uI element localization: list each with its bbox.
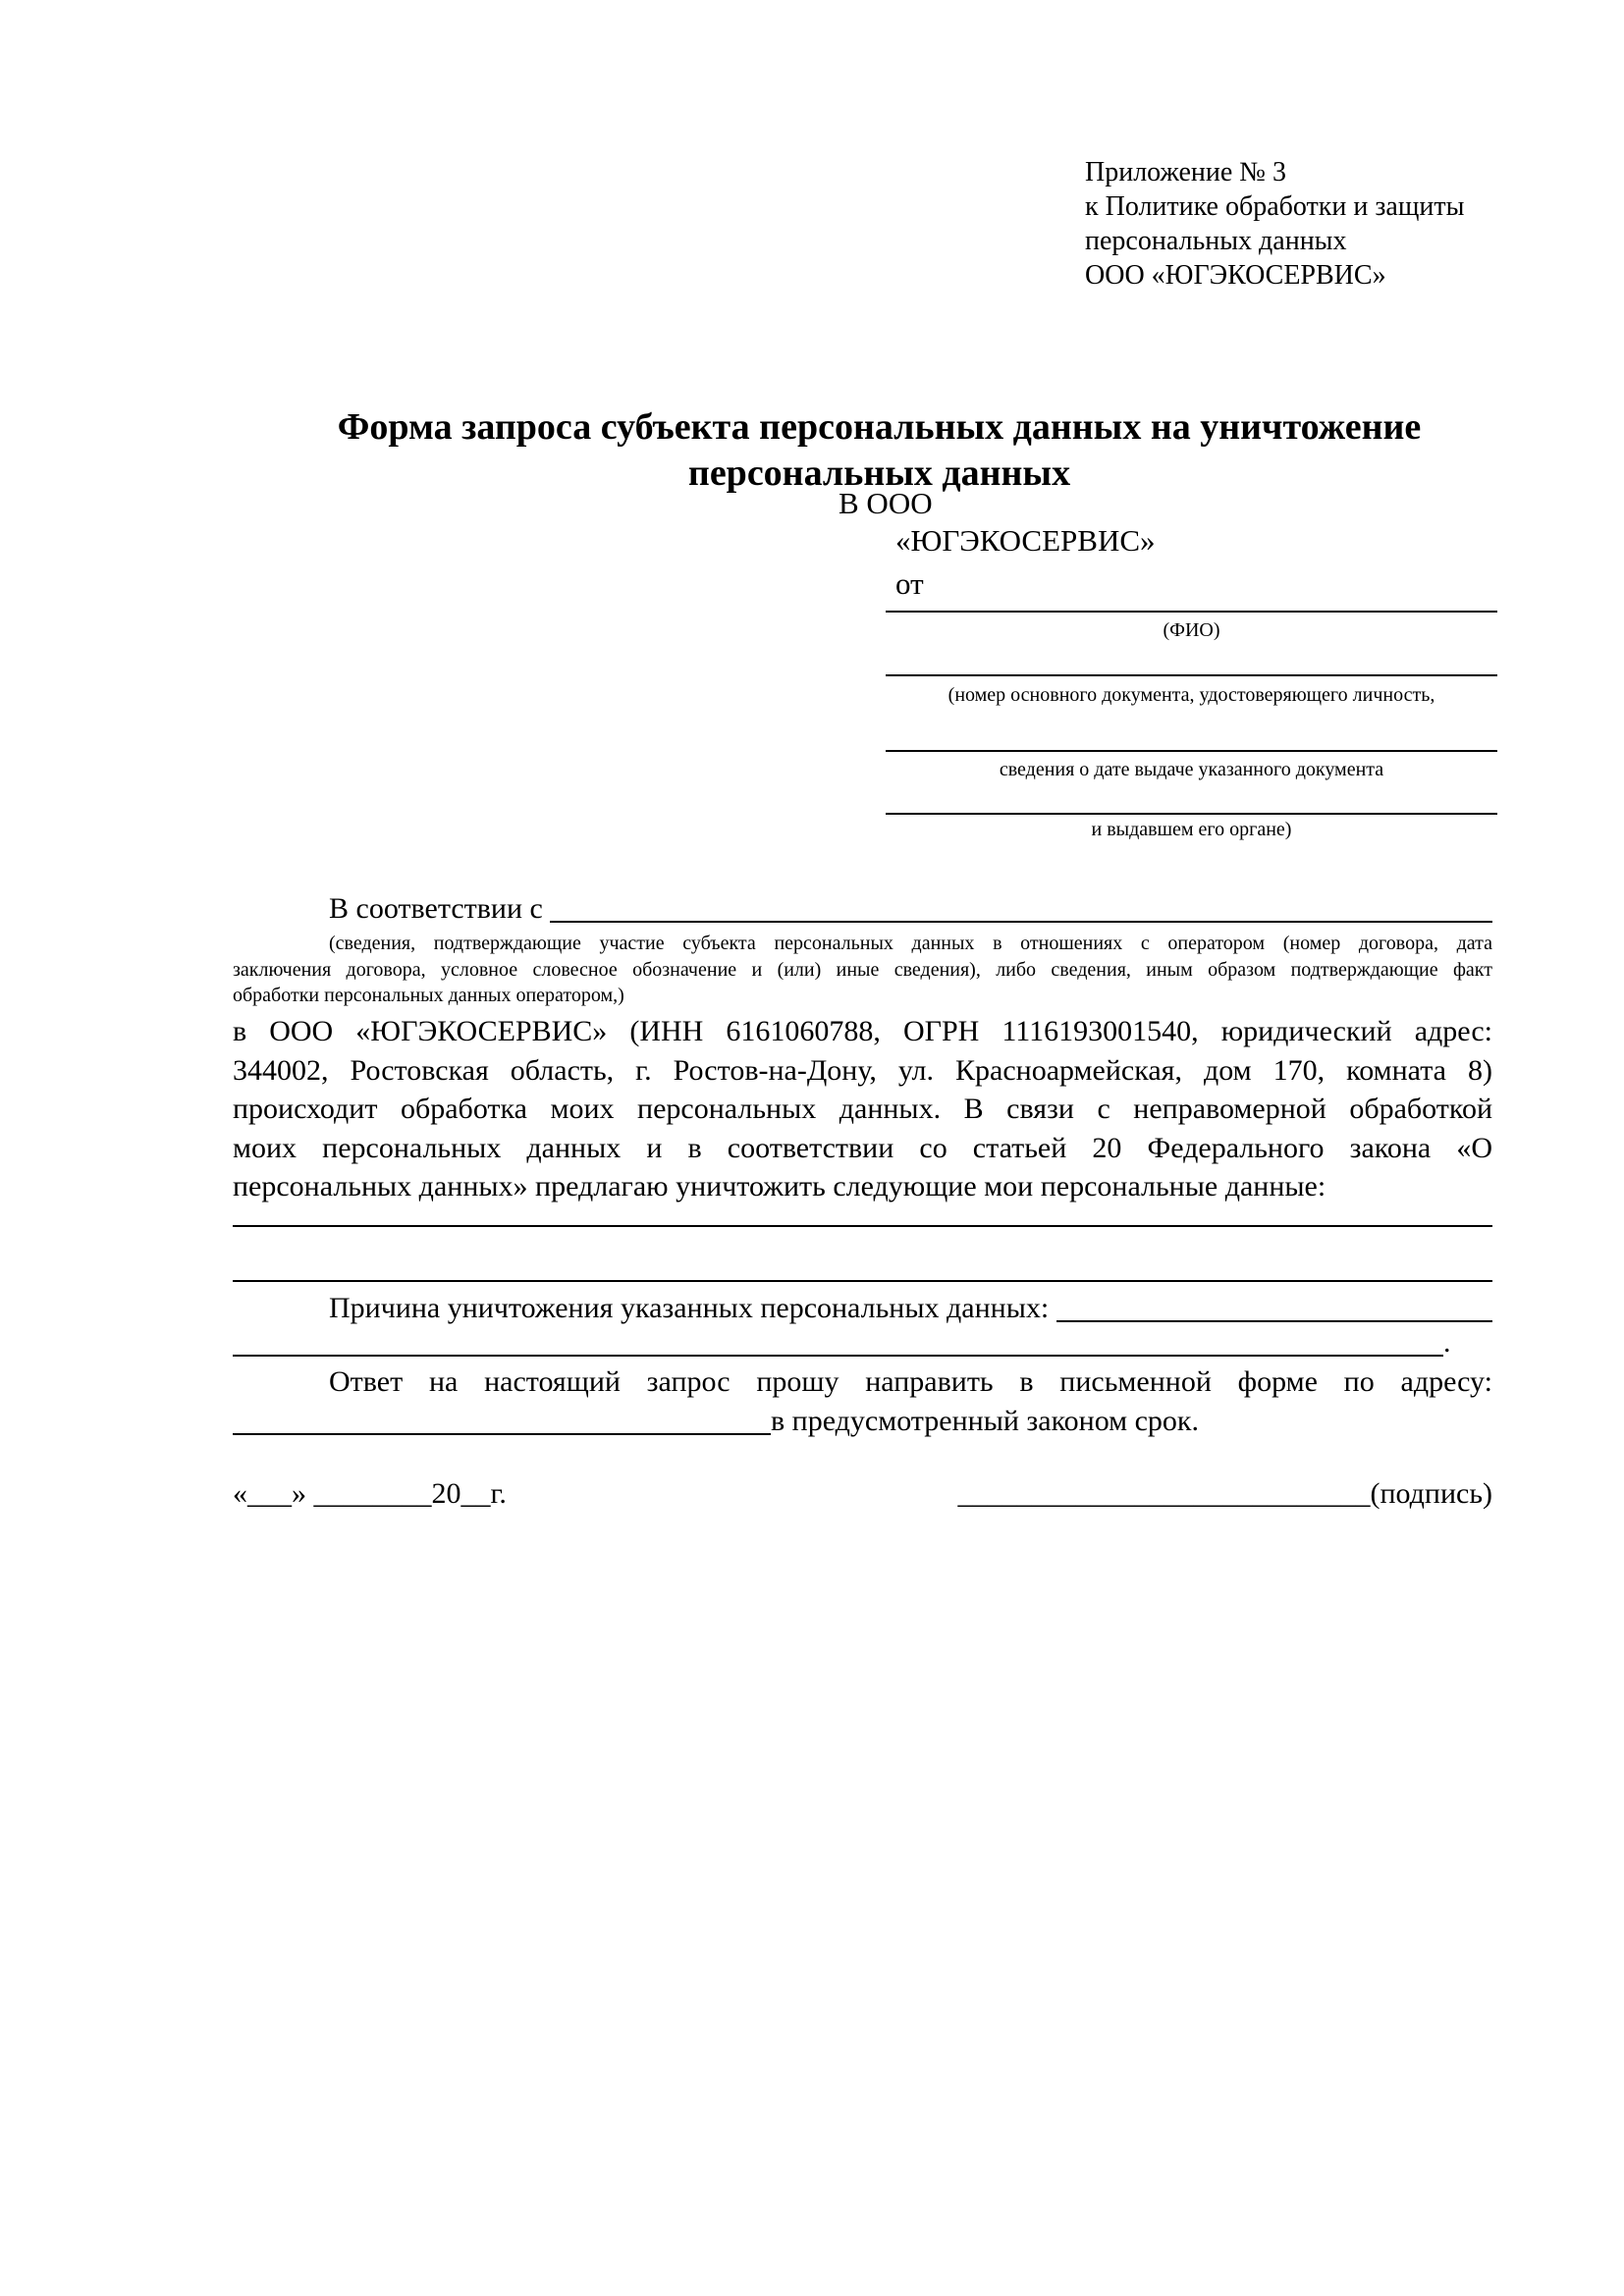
fio-caption: (ФИО) — [1163, 619, 1220, 641]
reason-row — [233, 1289, 1492, 1328]
reason-period: . — [1443, 1326, 1451, 1359]
doc-number-caption: (номер основного документа, удостоверяющего личность, — [947, 684, 1435, 706]
reason-blank-line — [1056, 1320, 1492, 1322]
signature-row — [233, 1474, 1492, 1514]
reason-continuation-row — [233, 1323, 1492, 1362]
fio-blank-line — [886, 611, 1497, 613]
addressee-org-name: «ЮГЭКОСЕРВИС» — [895, 523, 1156, 558]
basis-note — [233, 931, 1492, 1009]
appendix-header — [1085, 155, 1517, 293]
reply-line2-text: в предусмотренный законом срок. — [771, 1405, 1199, 1437]
basis-blank-line — [550, 921, 1492, 923]
date-blank-text: «___» ________20__г. — [233, 1477, 507, 1510]
reply-address-blank-line — [233, 1433, 771, 1435]
data-blank-line-2 — [233, 1280, 1492, 1282]
doc-number-blank-line — [886, 674, 1497, 676]
document-title — [233, 404, 1492, 497]
document-title-line1: Форма запроса субъекта персональных данных на уничтожение — [337, 406, 1422, 448]
reason-blank-line-2 — [233, 1355, 1443, 1357]
addressee-to-org: В ООО — [839, 486, 933, 520]
basis-note-line: заключения договора, условное словесное обозначение и (или) иные сведения), либо сведения, иным образом подтверждающие факт — [233, 958, 1492, 981]
reply-line1: Ответ на настоящий запрос прошу направить в письменной форме по адресу: — [329, 1365, 1492, 1398]
appendix-policy-line: к Политике обработки и защиты — [1085, 191, 1465, 222]
body-line: 344002, Ростовская область, г. Ростов-на-Дону, ул. Красноармейская, дом 170, комната 8) — [233, 1053, 1492, 1087]
doc-issuer-caption: и выдавшем его органе) — [1091, 819, 1292, 840]
reason-label: Причина уничтожения указанных персональных данных: — [329, 1292, 1056, 1324]
body-line: моих персональных данных и в соответствии со статьей 20 Федерального закона «О — [233, 1131, 1492, 1164]
body-paragraph — [233, 1012, 1492, 1206]
body-line: происходит обработка моих персональных данных. В связи с неправомерной обработкой — [233, 1093, 1492, 1125]
doc-issuer-blank-line — [886, 813, 1497, 815]
reply-address-row — [233, 1402, 1492, 1441]
basis-note-line: (сведения, подтверждающие участие субъекта персональных данных в отношениях с оператором (номер договора, дата — [329, 933, 1492, 954]
addressee-from-label: от — [895, 566, 924, 601]
data-blank-line-1 — [233, 1225, 1492, 1227]
doc-issue-date-blank-line — [886, 750, 1497, 752]
appendix-org-name: ООО «ЮГЭКОСЕРВИС» — [1085, 260, 1386, 291]
basis-lead-text: В соответствии с — [329, 892, 551, 925]
body-line: в ООО «ЮГЭКОСЕРВИС» (ИНН 6161060788, ОГРН 1116193001540, юридический адрес: — [233, 1015, 1492, 1047]
document-title-line2: персональных данных — [687, 453, 1071, 494]
body-line: персональных данных» предлагаю уничтожить следующие мои персональные данные: — [233, 1170, 1326, 1202]
signature-blank-text: ____________________________(подпись) — [957, 1477, 1492, 1510]
basis-note-line: обработки персональных данных оператором,) — [233, 985, 624, 1006]
appendix-number: Приложение № 3 — [1085, 157, 1286, 187]
doc-issue-date-caption: сведения о дате выдаче указанного документа — [999, 759, 1384, 780]
appendix-policy-line2: персональных данных — [1085, 226, 1347, 256]
basis-row — [233, 889, 1492, 929]
